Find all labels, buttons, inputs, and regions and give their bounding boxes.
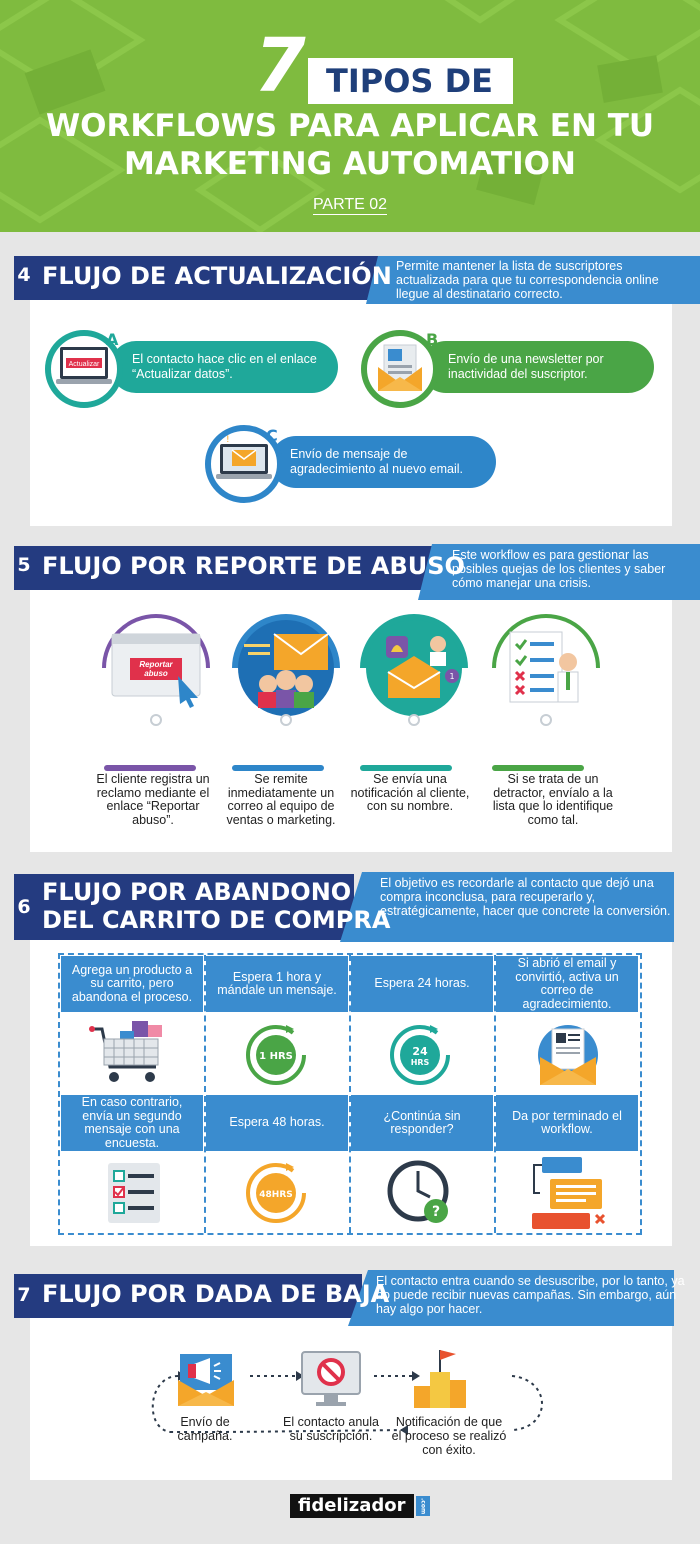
section-7-description: El contacto entra cuando se desuscribe, por lo tanto, ya no puede recibir nuevas campañas. Sin embargo, aún hay algo por hacer. [376,1274,685,1316]
abuse-step-3-text: Se envía una notificación al cliente, con su nombre. [350,772,470,813]
hours-label: HRS [410,1058,430,1067]
section-6-title-line-1: FLUJO POR ABANDONO [42,878,352,906]
headline-tipos: TIPOS DE [308,58,513,104]
report-abuse-browser-icon [94,606,218,730]
step-4-color-bar [492,765,584,771]
thank-you-email-icon [528,1017,608,1091]
section-6-description: El objetivo es recordarle al contacto que dejó una compra inconclusa, para recuperarlo y, estratégicamente, hacer que concrete la conversión. [380,876,671,918]
step-c-text: Envío de mensaje de agradecimiento al nuevo email. [290,447,464,476]
survey-checklist-icon [104,1159,164,1227]
section-4-description: Permite mantener la lista de suscriptores actualizada para que tu correspondencia online llegue al destinatario correcto. [396,259,659,301]
abuse-step-1-text: El cliente registra un reclamo mediante el enlace “Reportar abuso”. [96,772,210,827]
step-a-text: El contacto hace clic en el enlace “Actualizar datos”. [132,352,317,381]
update-button-label: Actualizar [68,361,100,368]
cart-step-8-text: Da por terminado el workflow. [496,1095,638,1151]
svg-text:1: 1 [449,672,455,681]
section-6-title-line-2: DEL CARRITO DE COMPRA [42,906,391,934]
step-c-pill [270,436,496,488]
section-5-description: Este workflow es para gestionar las posibles quejas de los clientes y saber cómo manejar una crisis. [452,548,666,590]
twenty-four-label: 24 [412,1045,428,1058]
unsub-step-1-text: Envío de campaña. [177,1415,233,1443]
step-b-letter: B [426,330,439,349]
forty-eight-label: 48HRS [259,1190,293,1200]
svg-text:!: ! [226,435,230,445]
step-2-color-bar [232,765,324,771]
headline-line-1: WORKFLOWS PARA APLICAR EN TU [45,108,655,144]
unsubscribe-monitor-icon [298,1348,364,1410]
report-abuse-label-1: Reportar [139,660,173,669]
step-c-letter: C [266,426,278,445]
cart-step-5-text: En caso contrario, envía un segundo mensaje con una encuesta. [61,1095,203,1151]
section-5-title: FLUJO POR REPORTE DE ABUSO [42,552,465,580]
clock-1-hour-icon [236,1019,316,1091]
cart-step-4-text: Si abrió el email y convirtió, activa un correo de agradecimiento. [496,956,638,1012]
step-b-pill [420,341,654,393]
step-3-color-bar [360,765,452,771]
team-email-icon [224,606,348,730]
headline-number: 7 [254,23,306,109]
section-4-title: FLUJO DE ACTUALIZACIÓN [42,262,392,290]
cart-step-6-text: Espera 48 horas. [206,1095,348,1151]
notification-bell-icon [352,606,476,730]
workflow-blocks-icon [524,1153,614,1233]
shopping-cart-icon [88,1019,178,1091]
section-6-title [42,878,390,934]
unsub-step-3-text: Notificación de que el proceso se realizó con éxito. [391,1415,507,1457]
success-flag-podium-icon [410,1346,470,1410]
logo-suffix: .com [416,1496,430,1516]
cart-step-1-text: Agrega un producto a su carrito, pero abandona el proceso. [61,956,203,1012]
header-banner [0,0,700,232]
cart-workflow-grid [58,953,642,1235]
report-abuse-label-2: abuso [144,669,168,678]
clock-24-hours-icon [380,1019,460,1091]
section-5-number: 5 [17,554,31,576]
abuse-step-4-text: Si se trata de un detractor, envíalo a la lista que lo identifique como tal. [492,772,614,827]
fidelizador-logo [290,1494,427,1518]
clock-48-hours-icon [236,1157,316,1229]
unsub-step-2-text: El contacto anula su suscripción. [283,1415,379,1443]
campaign-megaphone-icon [174,1350,238,1408]
clock-question-icon [382,1155,458,1231]
section-6-number: 6 [17,896,31,918]
step-1-color-bar [104,765,196,771]
section-7-number: 7 [17,1284,31,1306]
one-hour-label: 1 HRS [259,1051,293,1062]
step-a-pill [110,341,338,393]
abuse-step-2-text: Se remite inmediatamente un correo al equipo de ventas o marketing. [226,772,336,827]
checklist-detractor-icon [484,606,608,730]
cart-step-7-text: ¿Continúa sin responder? [351,1095,493,1151]
part-label: PARTE 02 [312,196,388,213]
section-7-title: FLUJO POR DADA DE BAJA [42,1280,390,1308]
cart-step-2-text: Espera 1 hora y mándale un mensaje. [206,956,348,1012]
section-4-number: 4 [17,264,31,286]
logo-name: fidelizador [298,1495,406,1516]
headline-line-2: MARKETING AUTOMATION [124,146,576,182]
step-a-letter: A [106,330,119,349]
cart-step-3-text: Espera 24 horas. [351,956,493,1012]
step-b-text: Envío de una newsletter por inactividad del suscriptor. [448,352,604,381]
svg-text:?: ? [431,1204,441,1220]
